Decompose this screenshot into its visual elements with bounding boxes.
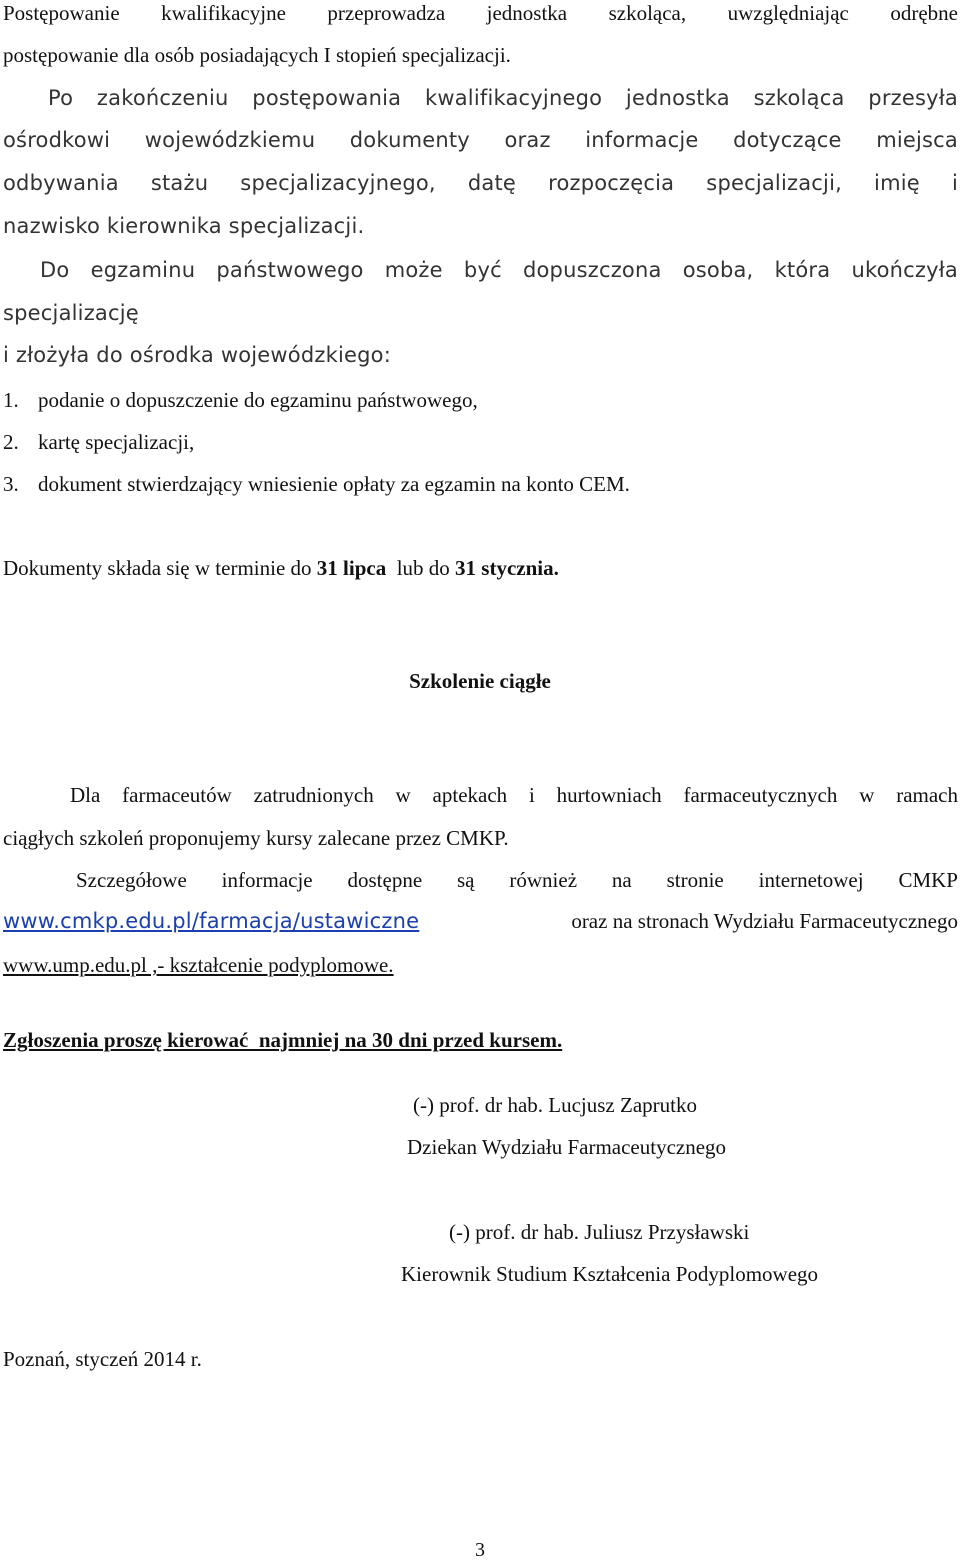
para2-line1: Po zakończeniu postępowania kwalifikacyjnego jednostka szkoląca przesyła [48,86,958,110]
list-number: 1. [3,388,19,412]
place-date: Poznań, styczeń 2014 r. [3,1347,202,1371]
list-number: 2. [3,430,19,454]
deadline-date-july: 31 lipca [316,556,387,580]
list-text: podanie o dopuszczenie do egzaminu państwowego, [38,388,478,412]
para1-line2: postępowanie dla osób posiadających I stopień specjalizacji. [3,43,511,67]
para2-line3: odbywania stażu specjalizacyjnego, datę rozpoczęcia specjalizacji, imię i [3,171,958,195]
signature1-name: (-) prof. dr hab. Lucjusz Zaprutko [413,1093,697,1117]
para4-line2: ciągłych szkoleń proponujemy kursy zalecane przez CMKP. [3,826,509,850]
deadline-prefix: Dokumenty składa się w terminie do [3,556,317,580]
para1-line1: Postępowanie kwalifikacyjne przeprowadza jednostka szkoląca, uwzględniając odrębne [3,1,958,25]
cmkp-link[interactable]: www.cmkp.edu.pl/farmacja/ustawiczne [3,909,420,933]
para3-line2: specjalizację [3,301,139,325]
notice: Zgłoszenia proszę kierować najmniej na 30 dni przed kursem. [3,1028,563,1052]
list-item [3,388,478,412]
signature1-title: Dziekan Wydziału Farmaceutycznego [407,1135,727,1159]
signature2-title: Kierownik Studium Kształcenia Podyplomowego [401,1262,819,1286]
list-item [3,430,195,454]
section-title: Szkolenie ciągłe [409,669,551,693]
para5-line2 [3,911,958,932]
para5-after-link: oraz na stronach Wydziału Farmaceutycznego [571,909,958,933]
para5-line3 [3,955,394,976]
para2-line2: ośrodkowi wojewódzkiemu dokumenty oraz informacje dotyczące miejsca [3,128,958,152]
para3-line3: i złożyła do ośrodka wojewódzkiego: [3,343,391,367]
deadline-text [3,558,559,579]
list-number: 3. [3,472,19,496]
list-text: kartę specjalizacji, [38,430,195,454]
ump-link[interactable]: www.ump.edu.pl ,- kształcenie podyplomowe. [3,953,394,977]
para2-line4: nazwisko kierownika specjalizacji. [3,214,365,238]
deadline-date-january: 31 stycznia. [455,556,559,580]
list-text: dokument stwierdzający wniesienie opłaty za egzamin na konto CEM. [38,472,630,496]
deadline-middle: lub do [386,556,456,580]
para3-line1: Do egzaminu państwowego może być dopuszczona osoba, która ukończyła [40,258,958,282]
para4-line1: Dla farmaceutów zatrudnionych w aptekach i hurtowniach farmaceutycznych w ramach [70,783,958,807]
para5-line1: Szczegółowe informacje dostępne są również na stronie internetowej CMKP [76,868,958,892]
list-item [3,472,630,496]
page-number: 3 [475,1539,485,1561]
signature2-name: (-) prof. dr hab. Juliusz Przysławski [449,1220,750,1244]
